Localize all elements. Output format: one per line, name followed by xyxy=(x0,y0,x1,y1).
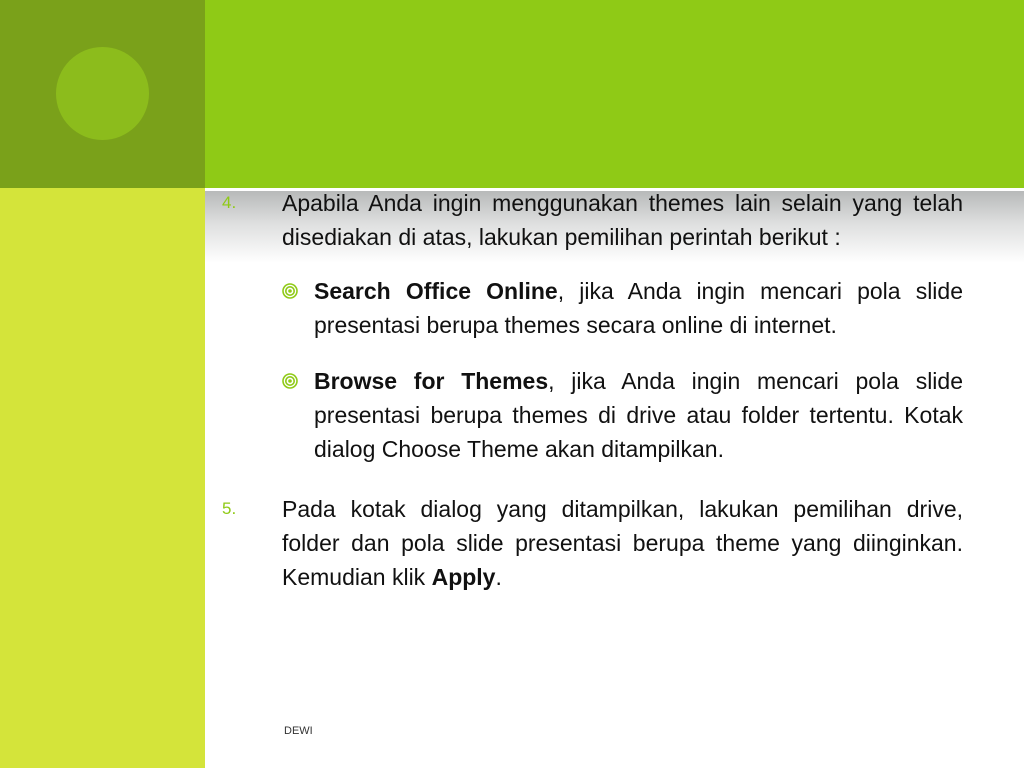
sub-item-rest: , jika Anda ingin mencari pola slide presentasi berupa themes secara online di internet. xyxy=(314,278,963,338)
left-bottom-panel xyxy=(0,188,205,768)
sub-item-rest: , jika Anda ingin mencari pola slide presentasi berupa themes di drive atau folder tertentu. Kotak dialog Choose Theme akan ditampilkan. xyxy=(314,368,964,462)
sub-item-bold: Browse for Themes xyxy=(314,368,549,394)
apply-bold: Apply xyxy=(431,564,496,590)
list-number: 5. xyxy=(222,499,237,518)
list-item-5 xyxy=(222,492,963,594)
sub-item-text xyxy=(314,364,963,466)
sub-item-bold: Search Office Online xyxy=(314,278,558,304)
list-number: 4. xyxy=(222,193,237,212)
sub-item-text xyxy=(314,274,963,342)
header-band xyxy=(205,0,1024,188)
footer-author: DEWI xyxy=(284,725,313,737)
list-text-main: Pada kotak dialog yang ditampilkan, lakukan pemilihan drive, folder dan pola slide presentasi berupa theme yang diinginkan. Kemudian klik xyxy=(282,496,963,590)
sub-item-browse-for-themes xyxy=(282,364,963,466)
target-circle-icon xyxy=(282,364,314,466)
target-circle-icon xyxy=(282,274,314,342)
list-text-suffix: . xyxy=(495,564,502,590)
decorative-circle xyxy=(56,47,149,140)
left-top-panel xyxy=(0,0,205,188)
sub-item-search-office-online xyxy=(282,274,963,342)
list-text xyxy=(282,492,963,594)
list-item-4 xyxy=(222,186,963,254)
list-text: Apabila Anda ingin menggunakan themes lain selain yang telah disediakan di atas, lakukan pemilihan perintah berikut : xyxy=(282,190,963,250)
slide-content xyxy=(222,186,963,618)
